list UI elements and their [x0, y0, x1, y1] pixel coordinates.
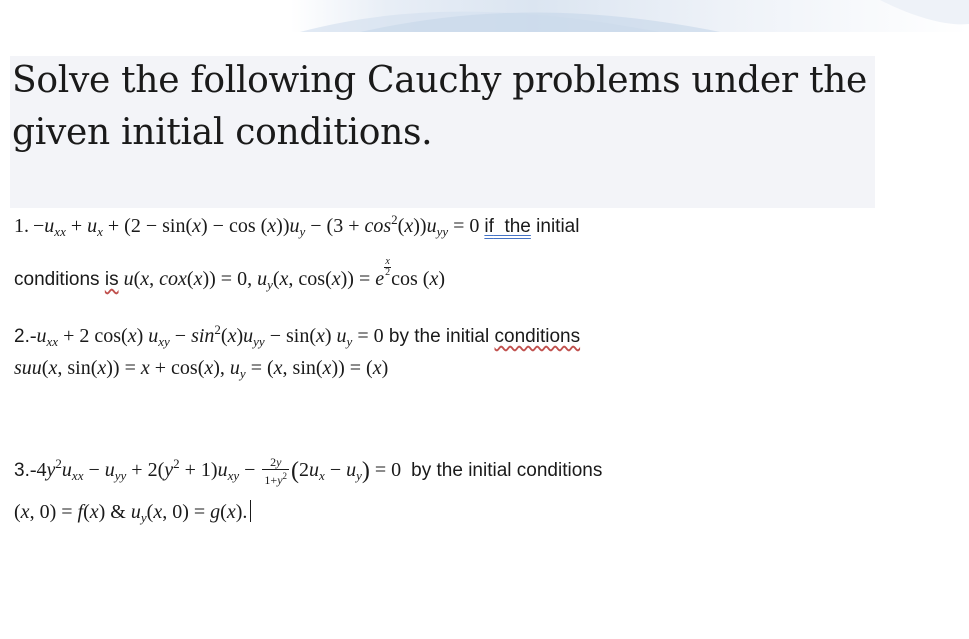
problem-2-conditions-text: conditions [494, 326, 581, 347]
page-title-line-1: Solve the following Cauchy problems under the [12, 60, 868, 101]
problem-2-suffix: by the initial [383, 326, 495, 347]
problem-1-conditions-label: conditions [14, 269, 105, 290]
problem-2-equation: $2.-u_{xx} + 2$ cos(x) $u_{xy} - \sin^2(x)u_{yy} - \sin(x) u_y = 0$ by the initial conditions [14, 322, 581, 349]
problem-1-conditions: conditions is u(x, cox(x)) = 0, $u_y(x$, cos(x)) = e $\frac{x}{2}$ cos (x) [14, 256, 446, 292]
problem-3-equation: $3.-4y^2u_{xx} - u_{yy} + 2(y^2 + 1)u_{xy}$ − $\frac{2y}{1+y^2}$ $(2u_x - u_y) = 0$ by the initial conditions [14, 455, 603, 487]
problem-3-conditions: (x, 0) = f(x) & $u_y(x$, 0) = g(x). [14, 500, 251, 526]
problem-2-number: 2. [14, 326, 30, 347]
problem-1-number: 1. [14, 215, 29, 237]
problem-1-is-text: is [104, 269, 119, 290]
problem-1-equation: 1. $-u_{xx} + u_x + (2 - \sin(x) - \cos (x))u_y - (3 + \cos^2(x))u_{yy} = 0$ if the initial [14, 212, 580, 239]
top-banner [0, 0, 969, 32]
problem-2-lead: su [14, 357, 32, 379]
problem-1-if-text: if [484, 216, 494, 237]
problem-3-suffix: by the initial conditions [411, 460, 603, 482]
text-cursor [250, 500, 251, 522]
problem-3-number: 3. [14, 460, 30, 482]
page-title-line-2: given initial conditions. [12, 112, 433, 153]
problem-2-conditions: suu(x, sin(x)) = x + cos(x), $u_y = (x$, sin(x)) = (x) [14, 357, 389, 381]
decorative-wave-graphic [0, 0, 969, 32]
